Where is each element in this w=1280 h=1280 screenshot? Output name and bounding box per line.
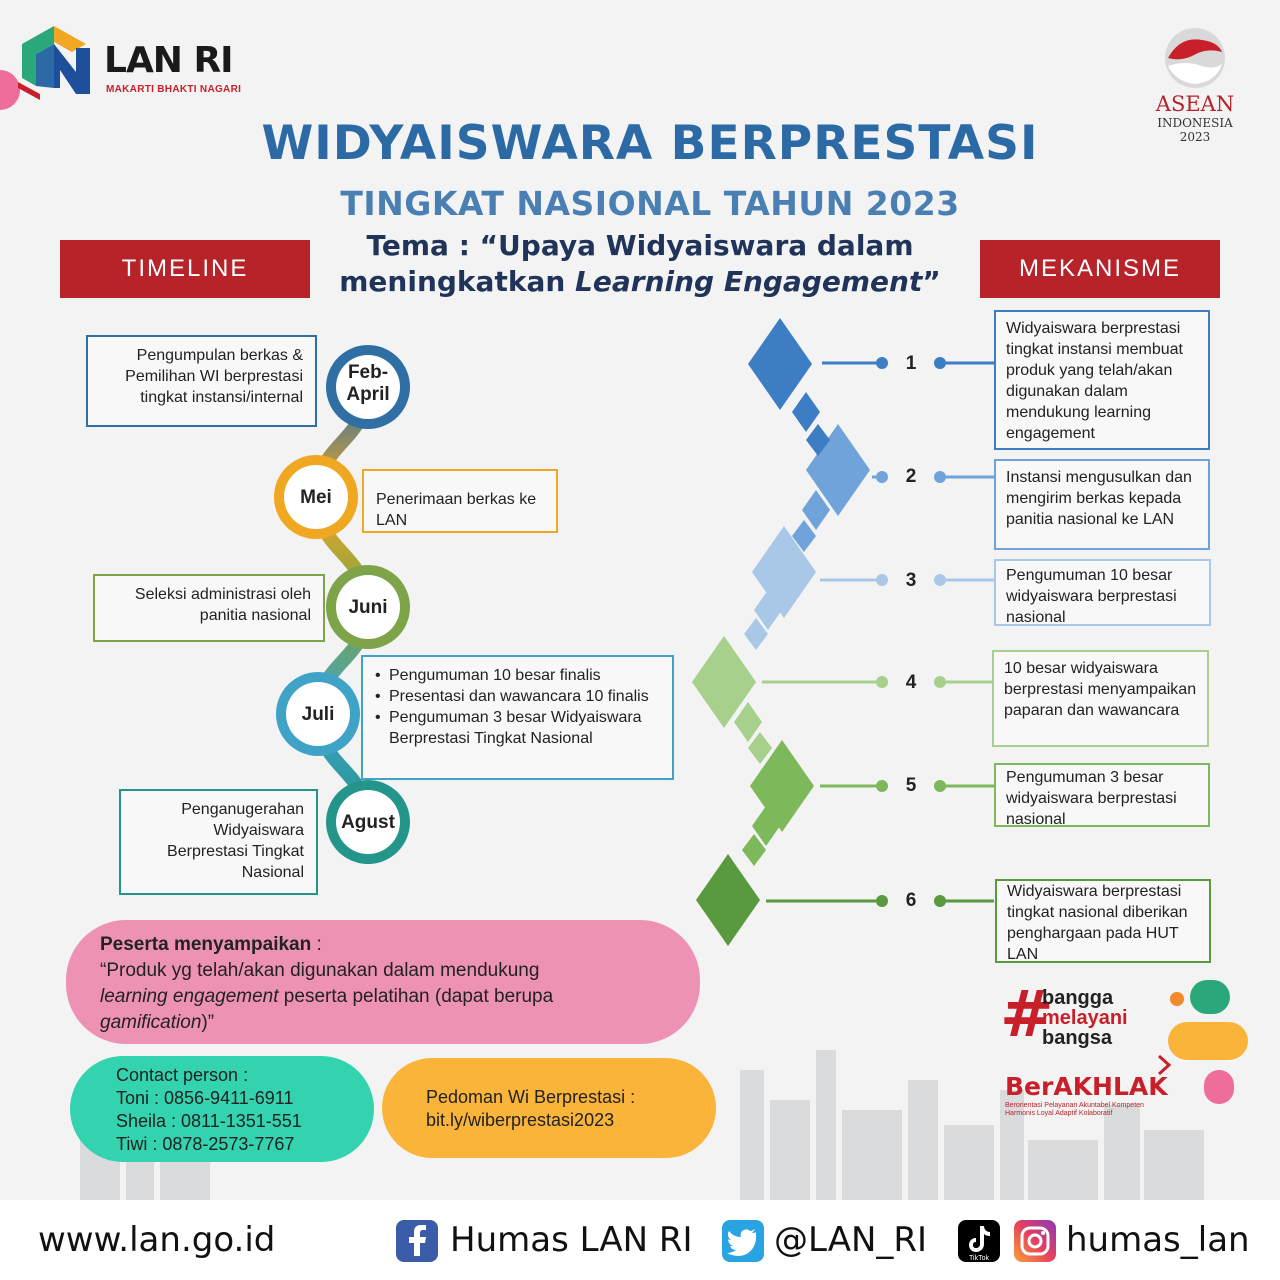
mechanism-step-4-box: 10 besar widyaiswara berprestasi menyampaikan paparan dan wawancara [992, 650, 1209, 747]
contact-line: Sheila : 0811-1351-551 [116, 1111, 302, 1131]
contact-person-pill [70, 1056, 374, 1162]
chevron-right-icon [1156, 1054, 1172, 1076]
mechanism-step-2-number: 2 [905, 466, 917, 487]
twitter-handle[interactable]: @LAN_RI [774, 1220, 928, 1260]
mechanism-step-3-dot [876, 574, 888, 586]
timeline-month-juni: Juni [348, 597, 388, 618]
contact-title: Contact person : [116, 1065, 249, 1085]
theme-line-2-prefix: meningkatkan [339, 265, 576, 298]
logo-wordmark: LAN RI [104, 40, 233, 81]
timeline-month-juli: Juli [301, 704, 335, 725]
mechanism-step-3-number: 3 [905, 570, 917, 591]
logo-tagline: MAKARTI BHAKTI NAGARI [106, 84, 242, 95]
asean-title: ASEAN [1155, 92, 1235, 116]
bangga-melayani-bangsa-logo [1000, 978, 1200, 1054]
timeline-header: TIMELINE [60, 240, 310, 298]
tiktok-label: TikTok [969, 1255, 989, 1262]
peserta-line-2 [100, 984, 700, 1010]
peserta-note-pill [66, 920, 700, 1044]
month-label-line-1: Feb- [347, 362, 389, 383]
pedoman-pill [382, 1058, 716, 1158]
asean-country: INDONESIA [1157, 116, 1233, 130]
mechanism-step-2-dot [876, 471, 888, 483]
mechanism-step-4-number: 4 [905, 672, 917, 693]
berakhlak-logo: BerAKHLAK [1005, 1072, 1168, 1101]
website-link[interactable]: www.lan.go.id [38, 1220, 276, 1260]
peserta-line-2-italic: learning engagement [100, 986, 279, 1007]
hash-symbol: # [1000, 978, 1054, 1052]
peserta-heading [100, 932, 700, 958]
timeline-item-3-box: Seleksi administrasi oleh panitia nasional [93, 574, 325, 642]
peserta-line-3 [100, 1010, 700, 1036]
list-item: • Pengumuman 10 besar finalis [375, 665, 660, 686]
timeline-month-mei: Mei [300, 487, 332, 508]
timeline-item-5-box: Penganugerahan Widyaiswara Berprestasi Tingkat Nasional [119, 789, 318, 895]
timeline-item-2-box: Penerimaan berkas ke LAN [362, 469, 558, 533]
peserta-colon: : [311, 934, 322, 955]
berakhlak-subline-2: Harmonis Loyal Adaptif Kolaboratif [1005, 1110, 1113, 1117]
mechanism-step-1-box: Widyaiswara berprestasi tingkat instansi membuat produk yang telah/akan digunakan dalam mendukung learning engagement [994, 310, 1210, 450]
pedoman-title: Pedoman Wi Berprestasi : [426, 1087, 636, 1107]
peserta-line-1: “Produk yg telah/akan digunakan dalam mendukung [100, 960, 540, 981]
lan-ri-logo [14, 14, 244, 104]
mechanism-step-1-dot [876, 357, 888, 369]
pedoman-link[interactable]: bit.ly/wiberprestasi2023 [426, 1110, 615, 1130]
contact-line: Tiwi : 0878-2573-7767 [116, 1134, 295, 1154]
bangga-line-1: bangga [1042, 987, 1114, 1009]
lan-ri-logo-mark [14, 14, 104, 104]
bangga-line-3: bangsa [1042, 1027, 1113, 1049]
peserta-line-3-rest: )” [201, 1012, 215, 1033]
mechanism-step-1-number: 1 [905, 353, 917, 374]
footer [0, 1200, 1280, 1280]
asean-year: 2023 [1179, 130, 1211, 144]
mechanism-step-6-diamond [696, 854, 760, 946]
page-title: WIDYAISWARA BERPRESTASI [261, 116, 1039, 171]
mechanism-step-1-diamond [748, 318, 812, 410]
instagram-handle[interactable]: humas_lan [1066, 1220, 1250, 1260]
timeline-item-1-box: Pengumpulan berkas & Pemilihan WI berprestasi tingkat instansi/internal [86, 335, 317, 427]
theme-text [310, 228, 970, 300]
tiktok-icon[interactable] [958, 1220, 1000, 1262]
facebook-icon[interactable] [396, 1220, 438, 1262]
mechanism-step-2-box: Instansi mengusulkan dan mengirim berkas kepada panitia nasional ke LAN [994, 459, 1210, 550]
asean-emblem-icon [1150, 22, 1240, 92]
facebook-handle[interactable]: Humas LAN RI [450, 1220, 693, 1260]
theme-line-1: Tema : “Upaya Widyaiswara dalam [366, 229, 914, 262]
instagram-icon[interactable] [1014, 1220, 1056, 1262]
mechanism-step-5-number: 5 [905, 775, 917, 796]
list-item: • Pengumuman 3 besar Widyaiswara Berprestasi Tingkat Nasional [375, 707, 660, 749]
theme-line-2-italic: Learning Engagement [575, 265, 923, 298]
bangga-line-2: melayani [1042, 1007, 1128, 1029]
mechanism-step-5-box: Pengumuman 3 besar widyaiswara berprestasi nasional [994, 763, 1210, 827]
month-label-line-2: April [346, 384, 390, 405]
mechanism-step-4-dot [876, 676, 888, 688]
twitter-icon[interactable] [722, 1220, 764, 1262]
list-item: • Presentasi dan wawancara 10 finalis [375, 686, 660, 707]
mechanism-header: MEKANISME [980, 240, 1220, 298]
mechanism-connector-diamond [792, 392, 820, 432]
mechanism-step-6-number: 6 [905, 890, 917, 911]
mechanism-step-5-dot [876, 780, 888, 792]
peserta-line-2-rest: peserta pelatihan (dapat berupa [278, 986, 554, 1007]
peserta-line-3-italic: gamification [100, 1012, 202, 1033]
berakhlak-subline-1: Berorientasi Pelayanan Akuntabel Kompeten [1005, 1102, 1144, 1109]
contact-line: Toni : 0856-9411-6911 [116, 1088, 294, 1108]
mechanism-step-6-box: Widyaiswara berprestasi tingkat nasional diberikan penghargaan pada HUT LAN [995, 879, 1211, 963]
mechanism-step-3-box: Pengumuman 10 besar widyaiswara berprestasi nasional [994, 559, 1211, 626]
peserta-label: Peserta menyampaikan [100, 934, 312, 955]
theme-line-2-suffix: ” [922, 265, 941, 298]
timeline-month-agust: Agust [341, 812, 395, 833]
asean-2023-logo [1150, 22, 1240, 152]
mechanism-step-6-dot [876, 895, 888, 907]
page-subtitle: TINGKAT NASIONAL TAHUN 2023 [340, 184, 960, 223]
theme-line-2 [310, 264, 970, 300]
